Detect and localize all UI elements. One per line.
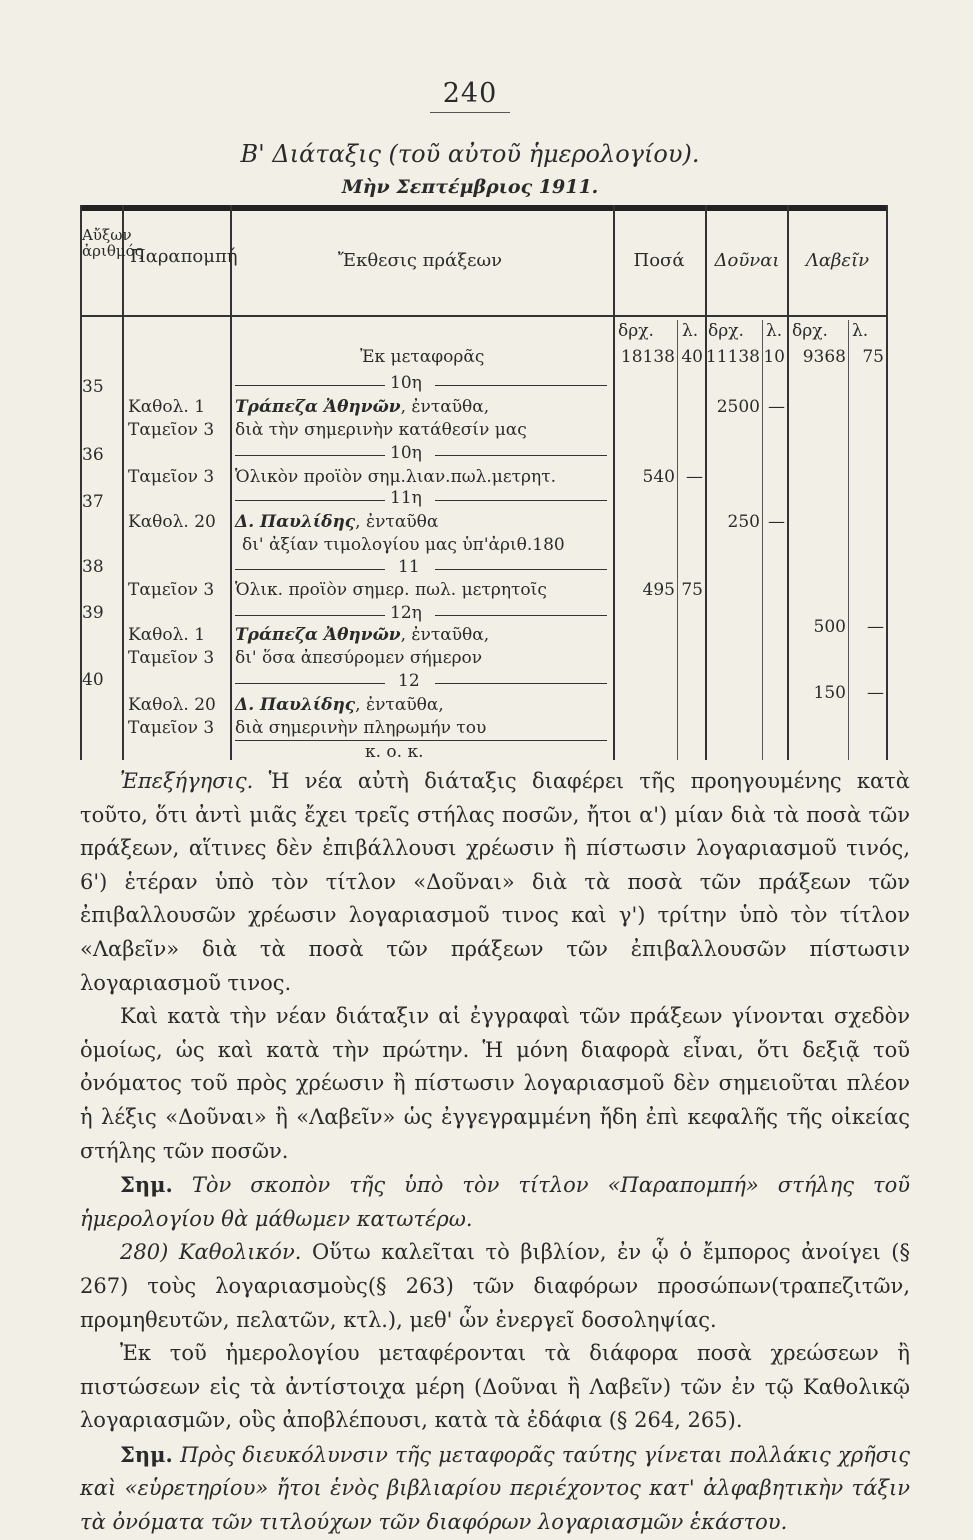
carried-debit-lepta: 10 <box>763 347 785 367</box>
entry-reference: Καθολ. 1 <box>128 397 206 417</box>
entry-account: Δ. Παυλίδης <box>235 512 356 532</box>
date-label: 12 <box>398 671 420 691</box>
entry-credit-lepta: — <box>867 617 884 637</box>
header-credit: Λαβεῖν <box>805 250 870 271</box>
column-divider <box>230 205 232 760</box>
row-number: 36 <box>82 445 104 465</box>
entry-account: Τράπεζα Ἀθηνῶν <box>235 397 401 417</box>
date-rule <box>235 615 385 616</box>
entry-credit: 150 <box>813 683 846 703</box>
row-number: 40 <box>82 670 104 690</box>
unit-lepta: λ. <box>766 321 783 341</box>
carried-debit: 11138 <box>705 347 760 367</box>
date-label: 11η <box>390 488 422 508</box>
page-number-rule <box>430 112 510 113</box>
entry-account-rest: , ἐνταῦθα <box>355 512 439 532</box>
date-rule <box>235 500 385 501</box>
entry-account-rest: , ἐνταῦθα, <box>400 625 490 645</box>
entry-credit: 500 <box>813 617 846 637</box>
column-divider <box>705 205 707 760</box>
entry-amount-lepta: 75 <box>681 580 703 600</box>
date-rule <box>435 683 607 684</box>
date-rule <box>235 455 385 456</box>
entry-description: κ. ο. κ. <box>365 742 424 762</box>
date-label: 11 <box>398 557 420 577</box>
row-number: 37 <box>82 492 104 512</box>
entry-amount: 495 <box>642 580 675 600</box>
date-label: 10η <box>390 373 422 393</box>
explanation-text: Ἡ νέα αὐτὴ διάταξις διαφέρει τῆς προηγουμένης κατὰ τοῦτο, ὅτι ἀντὶ μιᾶς ἔχει τρεῖς στήλας ποσῶν, ἤτοι α') μίαν διὰ τὰ ποσὰ τῶν πράξεων, αἵτινες δὲν ἐπιβάλλουσι χρέωσιν ἢ πίστωσιν λογαριασμοῦ τινός, 6') ἑτέραν ὑπὸ τὸν τίτλον «Δοῦναι» διὰ τὰ ποσὰ τῶν πράξεων τῶν ἐπιβαλλουσῶν χρέωσιν λογαριασμοῦ τινος καὶ γ') τρίτην ὑπὸ τὸν τίτλον «Λαβεῖν» διὰ τὰ ποσὰ τῶν πράξεων τῶν ἐπιβαλλουσῶν πίστωσιν λογαριασμοῦ τινος. <box>80 769 910 995</box>
date-label: 12η <box>390 603 422 623</box>
entry-debit-lepta: — <box>768 512 785 532</box>
carried-credit: 9368 <box>802 347 846 367</box>
header-amounts: Ποσά <box>633 250 685 271</box>
entry-description: δι' ἀξίαν τιμολογίου μας ὑπ'ἀριθ.180 <box>242 535 565 555</box>
entry-reference: Ταμεῖον 3 <box>128 580 215 600</box>
lepta-divider <box>762 320 763 760</box>
note-lead: Σημ. <box>120 1441 173 1467</box>
carried-credit-lepta: 75 <box>862 347 884 367</box>
date-rule <box>235 569 385 570</box>
date-rule <box>435 615 607 616</box>
table-right-border <box>886 205 888 760</box>
section-lead: 280) Καθολικόν. <box>120 1240 302 1265</box>
header-number: Αὔξων ἀριθμός <box>82 226 144 260</box>
unit-lepta: λ. <box>682 321 699 341</box>
column-divider <box>122 205 124 760</box>
date-rule <box>435 500 607 501</box>
entry-reference: Ταμεῖον 3 <box>128 718 215 738</box>
note-text: Πρὸς διευκόλυνσιν τῆς μεταφορᾶς ταύτης γίνεται πολλάκις χρῆσις καὶ «εὑρετηρίου» ἤτοι ἑνὸς βιβλιαρίου περιέχοντος κατ' ἀλφαβητικὴν τάξιν τὰ ὀνόματα τῶν τιτλούχων τῶν διαφόρων λογαριασμῶν ἑκάστου. <box>80 1442 910 1535</box>
header-debit: Δοῦναι <box>714 250 780 271</box>
unit-lepta: λ. <box>852 321 869 341</box>
carried-label: Ἐκ μεταφορᾶς <box>360 347 485 367</box>
entry-description: Ὁλικ. προϊὸν σημερ. πωλ. μετρητοῖς <box>235 580 547 600</box>
explanation-lead: Ἐπεξήγησις. <box>120 769 254 793</box>
carried-amount: 18138 <box>620 347 675 367</box>
date-rule <box>235 683 385 684</box>
row-number: 38 <box>82 557 104 577</box>
entry-debit-lepta: — <box>768 397 785 417</box>
entry-amount-lepta: — <box>686 467 703 487</box>
entry-description: Ὁλικὸν προϊὸν σημ.λιαν.πωλ.μετρητ. <box>235 467 557 487</box>
body-paragraph: Καὶ κατὰ τὴν νέαν διάταξιν αἱ ἐγγραφαὶ τῶν πράξεων γίνονται σχεδὸν ὁμοίως, ὡς καὶ κατὰ τὴν πρώτην. Ἡ μόνη διαφορὰ εἶναι, ὅτι δεξιᾷ τοῦ ὀνόματος τοῦ πρὸς χρέωσιν ἢ πίστωσιν λογαριασμοῦ δὲν σημειοῦται πλέον ἡ λέξις «Δοῦναι» ἢ «Λαβεῖν» ὡς ἐγγεγραμμένη ἤδη ἐπὶ κεφαλῆς τῆς οἰκείας στήλης τῶν ποσῶν. <box>80 1004 910 1163</box>
page-subtitle: Μὴν Σεπτέμβριος 1911. <box>341 176 599 198</box>
entry-amount: 540 <box>642 467 675 487</box>
note-lead: Σημ. <box>120 1172 173 1198</box>
entry-reference: Ταμεῖον 3 <box>128 648 215 668</box>
entry-reference: Καθολ. 20 <box>128 695 216 715</box>
entry-account: Τράπεζα Ἀθηνῶν <box>235 625 401 645</box>
table-top-rule <box>80 205 888 211</box>
date-rule <box>435 455 607 456</box>
unit-drachma: δρχ. <box>618 321 654 341</box>
body-paragraph: Ἐκ τοῦ ἡμερολογίου μεταφέρονται τὰ διάφορα ποσὰ χρεώσεων ἢ πιστώσεων εἰς τὰ ἀντίστοιχα μέρη (Δοῦναι ἢ Λαβεῖν) τῶν ἐν τῷ Καθολικῷ λογαριασμῶν, οὓς ἀποβλέπουσι, κατὰ τὰ ἐδάφια (§ 264, 265). <box>80 1341 910 1433</box>
entry-debit: 2500 <box>716 397 760 417</box>
entry-reference: Ταμεῖον 3 <box>128 420 215 440</box>
entry-rule <box>235 740 607 741</box>
journal-table <box>80 205 888 760</box>
page-number: 240 <box>442 78 498 109</box>
entry-account-rest: , ἐνταῦθα, <box>355 695 444 715</box>
header-rule <box>80 315 886 317</box>
note-text: Τὸν σκοπὸν τῆς ὑπὸ τὸν τίτλον «Παραπομπή» στήλης τοῦ ἡμερολογίου θὰ μάθωμεν κατωτέρω. <box>80 1173 910 1231</box>
entry-description: διὰ σημερινὴν πληρωμήν του <box>235 718 487 738</box>
unit-drachma: δρχ. <box>792 321 828 341</box>
date-rule <box>435 385 607 386</box>
entry-reference: Καθολ. 1 <box>128 625 206 645</box>
carried-amount-lepta: 40 <box>681 347 703 367</box>
row-number: 39 <box>82 603 104 623</box>
entry-debit: 250 <box>727 512 760 532</box>
entry-account: Δ. Παυλίδης <box>235 695 356 715</box>
header-reference: Παραπομπή <box>130 246 238 267</box>
date-rule <box>235 385 385 386</box>
entry-description: διὰ τὴν σημερινὴν κατάθεσίν μας <box>235 420 527 440</box>
page-title: Β' Διάταξις (τοῦ αὐτοῦ ἡμερολογίου). <box>240 140 700 168</box>
section-text: Οὕτω καλεῖται τὸ βιβλίον, ἐν ᾧ ὁ ἔμπορος ἀνοίγει (§ 267) τοὺς λογαριασμοὺς(§ 263) τῶν διαφόρων προσώπων(τραπεζιτῶν, προμηθευτῶν, πελατῶν, κτλ.), μεθ' ὧν ἐνεργεῖ δοσοληψίας. <box>80 1240 910 1332</box>
entry-account-rest: , ἐνταῦθα, <box>400 397 490 417</box>
header-description: Ἔκθεσις πράξεων <box>337 250 503 271</box>
unit-drachma: δρχ. <box>708 321 744 341</box>
entry-reference: Ταμεῖον 3 <box>128 467 215 487</box>
entry-reference: Καθολ. 20 <box>128 512 216 532</box>
date-rule <box>435 569 607 570</box>
row-number: 35 <box>82 377 104 397</box>
column-divider <box>787 205 789 760</box>
entry-credit-lepta: — <box>867 683 884 703</box>
entry-description: δι' ὅσα ἀπεσύρομεν σήμερον <box>235 648 483 668</box>
explanation-paragraph <box>80 765 910 1540</box>
date-label: 10η <box>390 443 422 463</box>
lepta-divider <box>677 320 678 760</box>
